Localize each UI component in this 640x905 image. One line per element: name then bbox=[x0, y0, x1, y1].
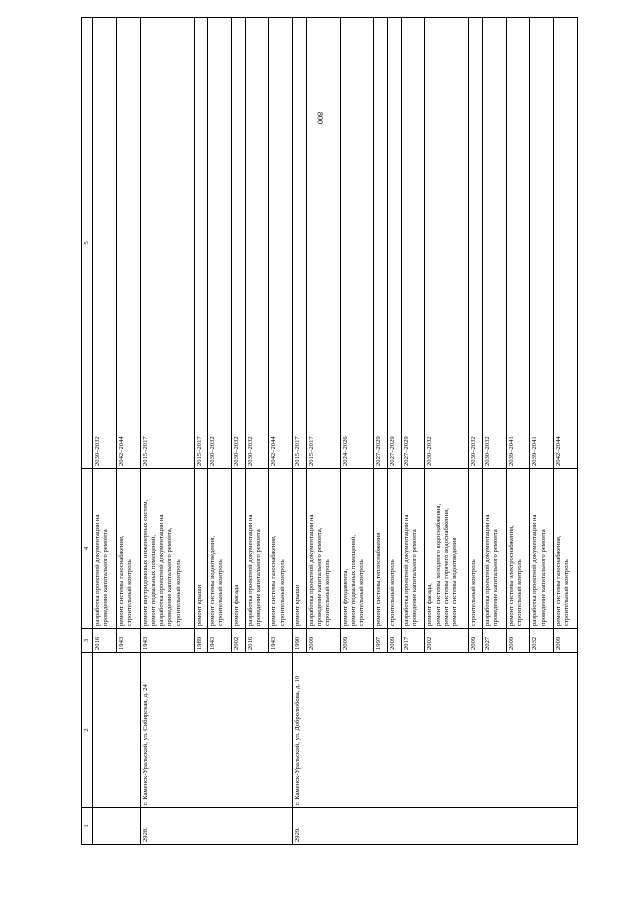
address-cell: г. Каменск-Уральский, ул. Сибирская, д. 24 bbox=[140, 653, 292, 808]
work-type-cell: ремонт фасада, ремонт системы холодного водоснабжения, ремонт системы горячего водоснабжения, ремонт системы водоотведения bbox=[425, 469, 469, 629]
year-cell: 1943 bbox=[208, 629, 232, 653]
period-cell: 2042–2044 bbox=[554, 18, 578, 469]
period-cell: 2027–2029 bbox=[374, 18, 388, 469]
period-cell: 2015–2017 bbox=[194, 18, 208, 469]
year-cell: 2009 bbox=[340, 629, 374, 653]
year-cell: 2017 bbox=[401, 629, 425, 653]
work-type-cell: ремонт фасада bbox=[231, 469, 245, 629]
year-cell: 1997 bbox=[374, 629, 388, 653]
header-row bbox=[82, 18, 93, 845]
period-cell: 2015–2017 bbox=[293, 18, 307, 469]
period-cell: 2015–2017 bbox=[306, 18, 340, 469]
work-type-cell: ремонт системы газоснабжения, строительный контроль bbox=[554, 469, 578, 629]
rotated-table-container bbox=[81, 18, 578, 845]
header-cell: 5 bbox=[82, 18, 93, 469]
table-body bbox=[93, 18, 578, 845]
period-cell: 2024–2026 bbox=[340, 18, 374, 469]
work-type-cell: ремонт фундамента, ремонт подвальных помещений, строительный контроль bbox=[340, 469, 374, 629]
header-cell: 4 bbox=[82, 469, 93, 629]
period-cell: 2030–2032 bbox=[231, 18, 245, 469]
year-cell: 1990 bbox=[293, 629, 307, 653]
period-cell: 2030–2032 bbox=[93, 18, 117, 469]
year-cell: 2016 bbox=[93, 629, 117, 653]
work-type-cell: строительный контроль bbox=[388, 469, 402, 629]
work-type-cell: ремонт системы газоснабжения, строительный контроль bbox=[116, 469, 140, 629]
year-cell: 1989 bbox=[194, 629, 208, 653]
work-type-cell: ремонт системы теплоснабжения bbox=[374, 469, 388, 629]
work-type-cell: ремонт системы водоотведения, строительный контроль bbox=[208, 469, 232, 629]
period-cell: 2042–2044 bbox=[116, 18, 140, 469]
year-cell: 1943 bbox=[116, 629, 140, 653]
year-cell: 2002 bbox=[231, 629, 245, 653]
year-cell: 2016 bbox=[245, 629, 269, 653]
period-cell: 2039–2041 bbox=[506, 18, 530, 469]
year-cell: 2027 bbox=[482, 629, 506, 653]
row-number-cell bbox=[93, 808, 140, 845]
year-cell: 1943 bbox=[140, 629, 194, 653]
row-number-cell: 2928. bbox=[140, 808, 292, 845]
period-cell: 2042–2044 bbox=[269, 18, 293, 469]
header-cell: 1 bbox=[82, 808, 93, 845]
work-type-cell: строительный контроль bbox=[469, 469, 483, 629]
period-cell: 2039–2041 bbox=[530, 18, 554, 469]
period-cell: 2030–2032 bbox=[208, 18, 232, 469]
period-cell: 2030–2032 bbox=[425, 18, 469, 469]
work-type-cell: ремонт системы газоснабжения, строительный контроль bbox=[269, 469, 293, 629]
work-type-cell: ремонт внутридомовых инженерных систем, ремонт подвальных помещений, разработка проектной документации на проведение капитального ремонта, строительный контроль bbox=[140, 469, 194, 629]
year-cell: 1943 bbox=[269, 629, 293, 653]
work-type-cell: ремонт системы электроснабжения, строительный контроль bbox=[506, 469, 530, 629]
work-type-cell: разработка проектной документации на проведение капитального ремонта bbox=[482, 469, 506, 629]
work-type-cell: разработка проектной документации на проведение капитального ремонта, строительный контроль bbox=[306, 469, 340, 629]
table-row bbox=[93, 18, 117, 845]
year-cell: 2009 bbox=[554, 629, 578, 653]
period-cell: 2015–2017 bbox=[140, 18, 194, 469]
address-cell bbox=[93, 653, 140, 808]
period-cell: 2030–2032 bbox=[482, 18, 506, 469]
repair-schedule-table bbox=[81, 17, 578, 845]
work-type-cell: ремонт крыши bbox=[293, 469, 307, 629]
header-cell: 2 bbox=[82, 653, 93, 808]
work-type-cell: разработка проектной документации на проведение капитального ремонта bbox=[401, 469, 425, 629]
year-cell: 2009 bbox=[306, 629, 340, 653]
year-cell: 2002 bbox=[425, 629, 469, 653]
work-type-cell: ремонт крыши bbox=[194, 469, 208, 629]
table-row bbox=[140, 18, 194, 845]
work-type-cell: разработка проектной документации на проведение капитального ремонта bbox=[245, 469, 269, 629]
work-type-cell: разработка проектной документации на проведение капитального ремонта bbox=[93, 469, 117, 629]
period-cell: 2030–2032 bbox=[245, 18, 269, 469]
header-cell: 3 bbox=[82, 629, 93, 653]
period-cell: 2030–2032 bbox=[469, 18, 483, 469]
year-cell: 2032 bbox=[530, 629, 554, 653]
period-cell: 2027–2029 bbox=[388, 18, 402, 469]
address-cell: г. Каменск-Уральский, ул. Добролюбова, д. 10 bbox=[293, 653, 578, 808]
period-cell: 2027–2029 bbox=[401, 18, 425, 469]
row-number-cell: 2929. bbox=[293, 808, 578, 845]
work-type-cell: разработка проектной документации на проведение капитального ремонта bbox=[530, 469, 554, 629]
year-cell: 2009 bbox=[506, 629, 530, 653]
table-row bbox=[293, 18, 307, 845]
page-number: 800 bbox=[315, 112, 325, 124]
year-cell: 2009 bbox=[469, 629, 483, 653]
year-cell: 2009 bbox=[388, 629, 402, 653]
